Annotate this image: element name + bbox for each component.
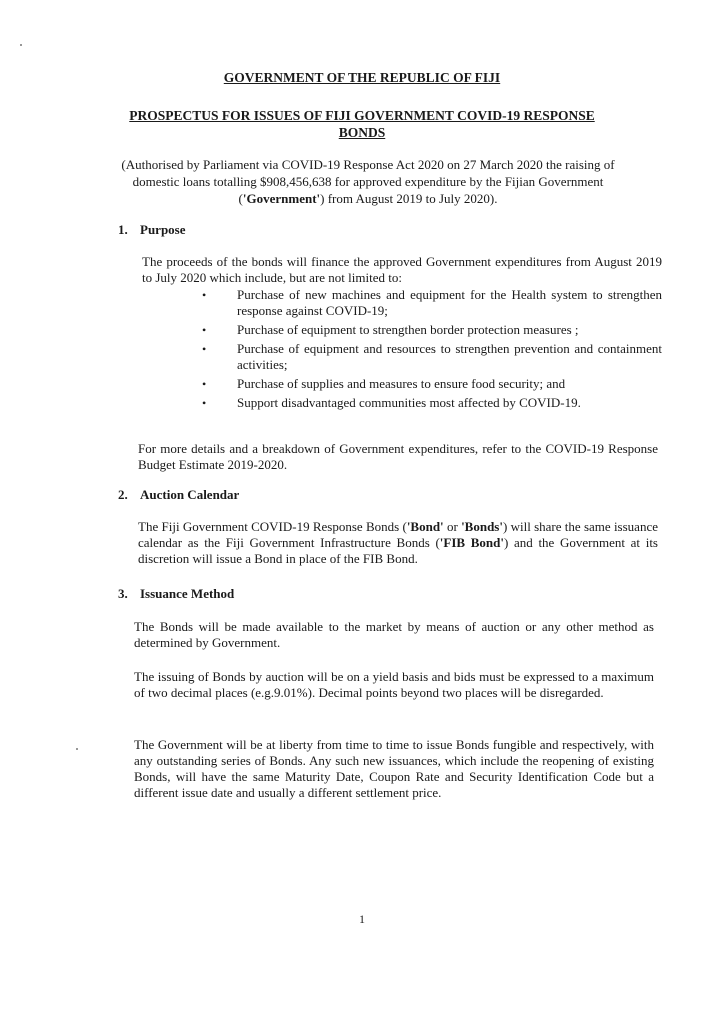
section-title: Issuance Method <box>140 586 235 601</box>
issuance-paragraph-1: The Bonds will be made available to the market by means of auction or any other method as determined by Government. <box>134 619 654 650</box>
auction-bold-2: 'Bonds' <box>461 519 503 534</box>
auction-text-4: ) and the Government at its discretion will issue a Bond in place of the FIB Bond. <box>138 535 658 566</box>
list-item-text: Purchase of equipment and resources to strengthen prevention and containment activities; <box>237 341 662 372</box>
scan-speck <box>20 44 22 46</box>
bullet-icon: • <box>202 288 207 302</box>
section-heading-auction-calendar <box>118 487 239 503</box>
section-heading-purpose <box>118 222 186 238</box>
scan-speck <box>76 748 78 750</box>
page-number: 1 <box>359 912 365 926</box>
list-item <box>202 287 662 319</box>
section-title: Auction Calendar <box>140 487 240 502</box>
auction-bold-1: 'Bond' <box>406 519 444 534</box>
document-title: GOVERNMENT OF THE REPUBLIC OF FIJI <box>223 70 501 85</box>
auction-paragraph <box>138 519 658 567</box>
authorisation-text-end: ) from August 2019 to July 2020). <box>320 191 498 206</box>
purpose-bullet-list <box>202 287 662 414</box>
authorisation-text: (Authorised by Parliament via COVID-19 Response Act 2020 on 27 March 2020 the raising of domestic loans totalling $908,456,638 for approved expenditure by the Fijian Government ( <box>121 157 615 206</box>
bullet-icon: • <box>202 396 207 410</box>
bullet-icon: • <box>202 342 207 356</box>
list-item-text: Support disadvantaged communities most affected by COVID-19. <box>237 395 581 410</box>
auction-text-3: ) will share the same issuance calendar as the Fiji Government Infrastructure Bonds ( <box>138 519 658 550</box>
bullet-icon: • <box>202 323 207 337</box>
list-item <box>202 395 662 411</box>
list-item <box>202 376 662 392</box>
bullet-icon: • <box>202 377 207 391</box>
purpose-intro: The proceeds of the bonds will finance the approved Government expenditures from August 2019 to July 2020 which include, but are not limited to: <box>142 254 662 285</box>
list-item-text: Purchase of new machines and equipment for the Health system to strengthen response against COVID-19; <box>237 287 662 318</box>
section-number: 3. <box>118 586 128 601</box>
section-number: 2. <box>118 487 128 502</box>
authorisation-statement <box>108 156 628 207</box>
list-item <box>202 341 662 373</box>
section-title: Purpose <box>140 222 186 237</box>
subtitle-line-2: BONDS <box>338 125 386 140</box>
issuance-paragraph-2: The issuing of Bonds by auction will be on a yield basis and bids must be expressed to a maximum of two decimal places (e.g.9.01%). Decimal points beyond two places will be disregarded. <box>134 669 654 700</box>
auction-bold-3: 'FIB Bond' <box>439 535 504 550</box>
section-heading-issuance-method <box>118 586 234 602</box>
list-item-text: Purchase of supplies and measures to ensure food security; and <box>237 376 566 391</box>
purpose-outro: For more details and a breakdown of Government expenditures, refer to the COVID-19 Response Budget Estimate 2019-2020. <box>138 441 658 472</box>
authorisation-bold-term: 'Government' <box>242 191 321 206</box>
auction-text-2: or <box>443 519 462 534</box>
issuance-paragraph-3: The Government will be at liberty from time to time to issue Bonds fungible and respectively, with any outstanding series of Bonds. Any such new issuances, which include the reopening of existing Bonds, will have the same Maturity Date, Coupon Rate and Security Identification Code but a different issue date and usually a different settlement price. <box>134 737 654 800</box>
subtitle-line-1: PROSPECTUS FOR ISSUES OF FIJI GOVERNMENT COVID-19 RESPONSE <box>129 108 595 123</box>
auction-text-1: The Fiji Government COVID-19 Response Bonds ( <box>138 519 407 534</box>
section-number: 1. <box>118 222 128 237</box>
list-item <box>202 322 662 338</box>
list-item-text: Purchase of equipment to strengthen border protection measures ; <box>237 322 579 337</box>
document-subtitle <box>0 107 724 141</box>
